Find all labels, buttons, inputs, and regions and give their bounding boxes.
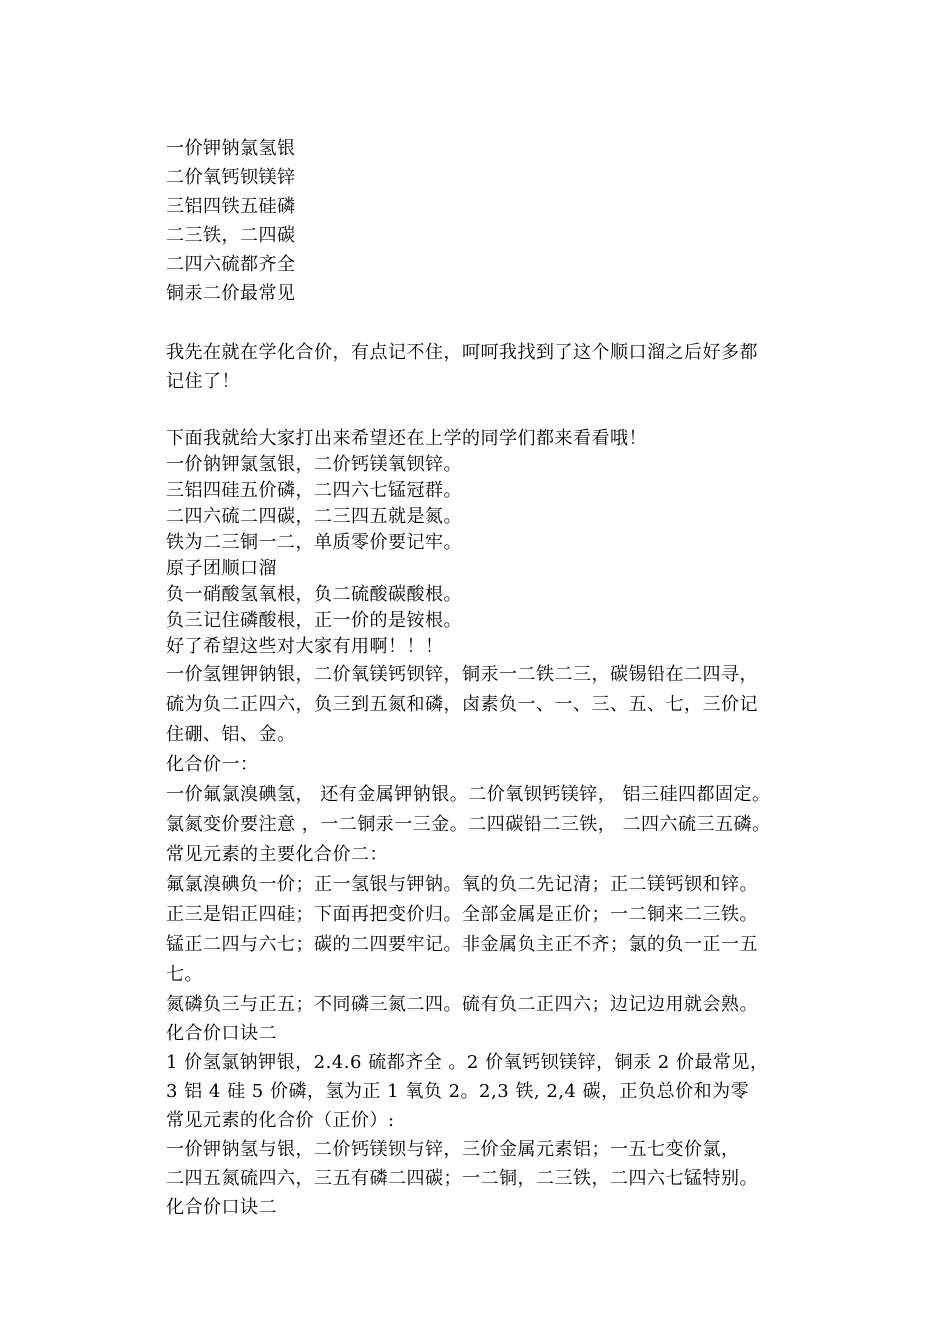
text-line: 负一硝酸氢氧根，负二硫酸碳酸根。: [166, 584, 462, 605]
text-line: 常见元素的化合价（正价）:: [166, 1110, 395, 1131]
verse-line: 三铝四铁五硅磷: [166, 196, 296, 217]
text-line: 氯氮变价要注意 ，一二铜汞一三金。二四碳铅二三铁， 二四六硫三五磷。: [166, 814, 771, 835]
text-line: 原子团顺口溜: [166, 558, 277, 579]
verse-line: 二四六硫都齐全: [166, 254, 296, 275]
text-line: 化合价一：: [166, 754, 259, 775]
text-line: 负三记住磷酸根，正一价的是铵根。: [166, 610, 462, 631]
text-line: 正三是铝正四硅；下面再把变价归。全部金属是正价；一二铜来二三铁。: [166, 904, 758, 925]
text-line: 好了希望这些对大家有用啊！！！: [166, 636, 444, 657]
text-line: 一价氟氯溴碘氢， 还有金属钾钠银。二价氧钡钙镁锌， 铝三硅四都固定。: [166, 784, 771, 805]
text-line: 下面我就给大家打出来希望还在上学的同学们都来看看哦！: [166, 428, 647, 449]
text-line: 氟氯溴碘负一价；正一氢银与钾钠。氧的负二先记清；正二镁钙钡和锌。: [166, 874, 758, 895]
verse-line: 二价氧钙钡镁锌: [166, 167, 296, 188]
text-line: 锰正二四与六七；碳的二四要牢记。非金属负主正不齐；氯的负一正一五: [166, 934, 758, 955]
text-line: 1 价氢氯钠钾银，2.4.6 硫都齐全 。2 价氧钙钡镁锌，铜汞 2 价最常见，: [166, 1052, 769, 1073]
text-line: 一价氢锂钾钠银，二价氧镁钙钡锌，铜汞一二铁二三，碳锡铅在二四寻，: [166, 664, 758, 685]
text-line: 硫为负二正四六，负三到五氮和磷，卤素负一、一、三、五、七，三价记: [166, 694, 758, 715]
intro-line: 我先在就在学化合价，有点记不住，呵呵我找到了这个顺口溜之后好多都: [166, 342, 758, 363]
text-line: 常见元素的主要化合价二：: [166, 844, 388, 865]
document-page: [166, 134, 806, 1222]
text-line: 化合价口诀二: [166, 1197, 277, 1218]
verse-line: 一价钾钠氯氢银: [166, 138, 296, 159]
mnemonic-section-3: [166, 990, 806, 1222]
text-line: 3 铝 4 硅 5 价磷，氢为正 1 氧负 2。2,3 铁, 2,4 碳，正负总价和为零: [166, 1081, 750, 1102]
text-line: 化合价口诀二: [166, 1023, 277, 1044]
text-line: 七。: [166, 964, 203, 985]
text-line: 三铝四硅五价磷，二四六七锰冠群。: [166, 480, 462, 501]
verse-block: [166, 134, 806, 308]
verse-line: 铜汞二价最常见: [166, 283, 296, 304]
text-line: 二四六硫二四碳，二三四五就是氮。: [166, 506, 462, 527]
text-line: 一价钾钠氢与银，二价钙镁钡与锌，三价金属元素铝；一五七变价氯，: [166, 1139, 740, 1160]
text-line: 住硼、铝、金。: [166, 724, 296, 745]
mnemonic-section-2: [166, 660, 806, 990]
intro-line: 记住了！: [166, 371, 240, 392]
paragraph-gap: [166, 308, 806, 338]
paragraph-gap: [166, 396, 806, 426]
mnemonic-section-1: [166, 426, 806, 660]
text-line: 氮磷负三与正五；不同磷三氮二四。硫有负二正四六；边记边用就会熟。: [166, 994, 758, 1015]
intro-paragraph: [166, 338, 806, 396]
verse-line: 二三铁，二四碳: [166, 225, 296, 246]
text-line: 一价钠钾氯氢银，二价钙镁氧钡锌。: [166, 454, 462, 475]
text-line: 二四五氮硫四六，三五有磷二四碳；一二铜，二三铁，二四六七锰特别。: [166, 1168, 758, 1189]
text-line: 铁为二三铜一二，单质零价要记牢。: [166, 532, 462, 553]
